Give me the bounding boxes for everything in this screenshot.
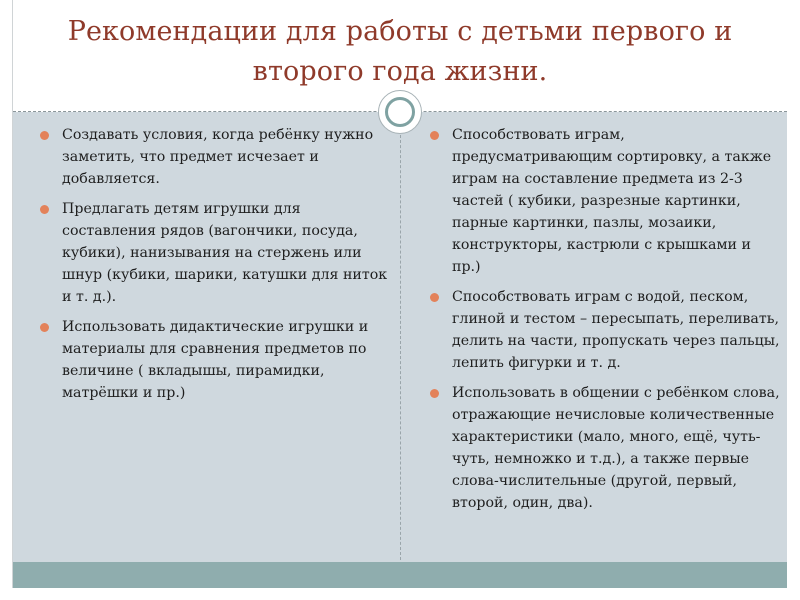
list-item: [430, 382, 780, 514]
column-divider: [400, 130, 401, 560]
list-item-text: Способствовать играм с водой, песком, глиной и тестом – пересыпать, переливать, делить на части, пропускать через пальцы, лепить фигурки и т. д.: [452, 289, 780, 371]
list-item: [430, 286, 780, 374]
list-item-text: Использовать дидактические игрушки и материалы для сравнения предметов по величине ( вкладышы, пирамидки, матрёшки и пр.): [62, 319, 369, 401]
list-item: [40, 198, 388, 308]
bullet-dot-icon: [40, 205, 49, 214]
list-item: [40, 316, 388, 404]
list-item-text: Использовать в общении с ребёнком слова, отражающие нечисловые количественные характеристики (мало, много, ещё, чуть-чуть, немножко и т.д.), а также первые слова-числительные (другой, первый, второй, один, два).: [452, 385, 780, 511]
list-item: [40, 124, 388, 190]
bullet-dot-icon: [430, 131, 439, 140]
footer-band: [13, 562, 787, 588]
slide-title: [53, 12, 747, 92]
bullet-dot-icon: [40, 131, 49, 140]
list-item-text: Способствовать играм, предусматривающим сортировку, а также играм на составление предмета из 2-3 частей ( кубики, разрезные картинки, парные картинки, пазлы, мозаики, конструкторы, кастрюли с крышками и пр.): [452, 127, 772, 275]
bullet-dot-icon: [40, 323, 49, 332]
bullet-dot-icon: [430, 389, 439, 398]
slide-title-line-2: второго года жизни.: [252, 56, 548, 87]
list-item-text: Предлагать детям игрушки для составления рядов (вагончики, посуда, кубики), нанизывания на стержень или шнур (кубики, шарики, катушки для ниток и т. д.).: [62, 201, 388, 305]
bullet-dot-icon: [430, 293, 439, 302]
slide-title-line-1: Рекомендации для работы с детьми первого и: [67, 16, 733, 47]
list-item: [430, 124, 780, 278]
left-column: [40, 124, 388, 412]
list-item-text: Создавать условия, когда ребёнку нужно заметить, что предмет исчезает и добавляется.: [62, 127, 374, 187]
right-column: [430, 124, 780, 522]
